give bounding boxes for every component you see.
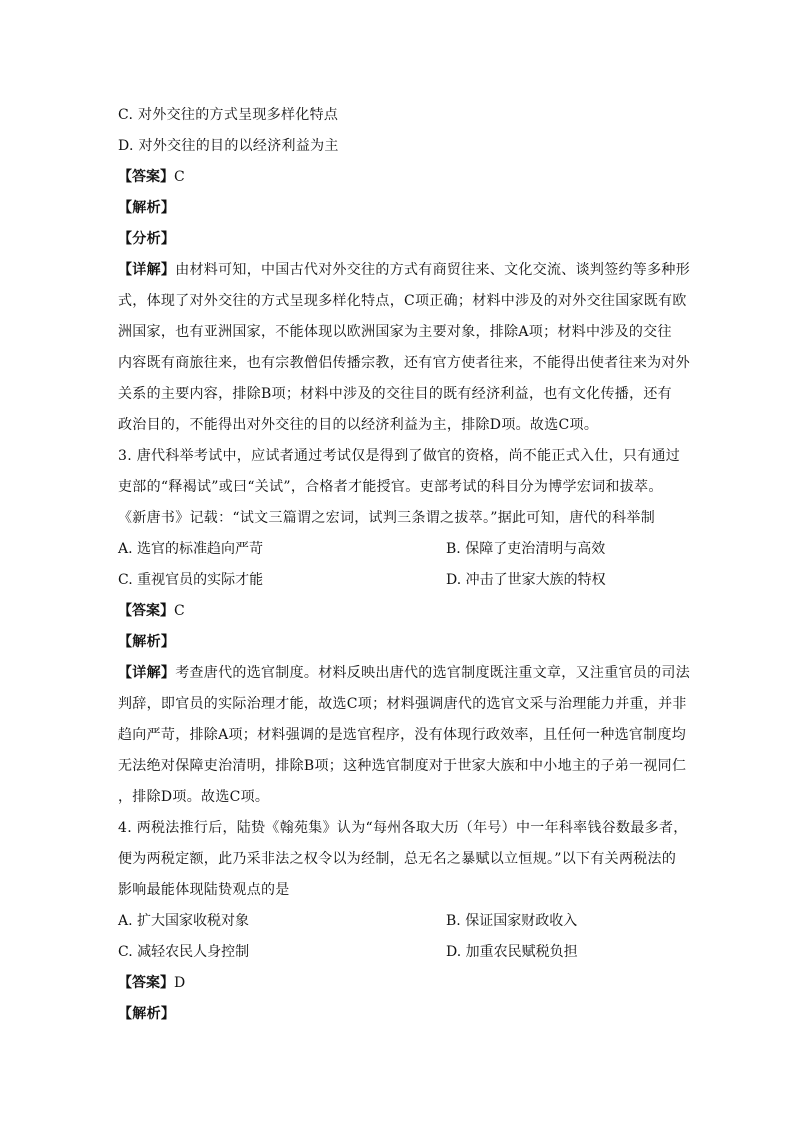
answer-value: D — [174, 975, 186, 991]
q3-answer — [118, 596, 678, 627]
detail-line: 政治目的，不能得出对外交往的目的以经济利益为主，排除D项。故选C项。 — [118, 417, 599, 433]
answer-value: C — [174, 603, 185, 619]
detail-line: 趋向严苛，排除A项；材料强调的是选官程序，没有体现行政效率，且任何一种选官制度均 — [118, 727, 687, 743]
detail-line: 无法绝对保障吏治清明，排除B项；这种选官制度对于世家大族和中小地主的子弟一视同仁 — [118, 758, 687, 774]
option-c: C. 减轻农民人身控制 — [118, 944, 250, 960]
exam-page — [118, 100, 691, 1030]
q2-option-c: C. 对外交往的方式呈现多样化特点 — [118, 107, 339, 123]
detail-line: ，排除D项。故选C项。 — [118, 789, 270, 805]
answer-tag: 【答案】 — [118, 975, 174, 991]
q3-detail — [118, 658, 691, 813]
detail-line: 【详解】由材料可知，中国古代对外交往的方式有商贸往来、文化交流、谈判签约等多种形 — [118, 262, 691, 278]
detail-tag: 【详解】 — [118, 665, 176, 681]
q2-fenxi-tag: 【分析】 — [118, 231, 176, 247]
q3-options-row-1 — [118, 534, 678, 565]
detail-line: 洲国家，也有亚洲国家，不能体现以欧洲国家为主要对象，排除A项；材料中涉及的交往 — [118, 324, 672, 340]
q4-options-row-1 — [118, 906, 678, 937]
detail-line: 判辞，即官员的实际治理才能，故选C项；材料强调唐代的选官文采与治理能力并重，并非 — [118, 696, 687, 712]
answer-value: C — [174, 169, 185, 185]
detail-line: 内容既有商旅往来，也有宗教僧侣传播宗教，还有官方使者往来，不能得出使者往来为对外 — [118, 355, 690, 371]
detail-line: 式，体现了对外交往的方式呈现多样化特点，C项正确；材料中涉及的对外交往国家既有欧 — [118, 293, 687, 309]
detail-line: 【详解】考查唐代的选官制度。材料反映出唐代的选官制度既注重文章，又注重官员的司法 — [118, 665, 691, 681]
stem-line: 4. 两税法推行后，陆贽《翰苑集》认为“每州各取大历（年号）中一年科率钱谷数最多者， — [118, 820, 688, 836]
detail-tag: 【详解】 — [118, 262, 176, 278]
stem-line: 吏部的“释褐试”或曰“关试”，合格者才能授官。吏部考试的科目分为博学宏词和拔萃。 — [118, 479, 663, 495]
option-d: D. 加重农民赋税负担 — [446, 944, 578, 960]
q2-analysis-tag: 【解析】 — [118, 200, 176, 216]
stem-line: 便为两税定额，此乃采非法之权令以为经制，总无名之暴赋以立恒规。”以下有关两税法的 — [118, 851, 677, 867]
answer-tag: 【答案】 — [118, 169, 174, 185]
option-a: A. 扩大国家收税对象 — [118, 913, 250, 929]
option-b: B. 保障了吏治清明与高效 — [446, 541, 606, 557]
stem-line: 《新唐书》记载：“试文三篇谓之宏词，试判三条谓之拔萃。”据此可知，唐代的科举制 — [118, 510, 656, 526]
q3-analysis-tag: 【解析】 — [118, 634, 176, 650]
q4-answer — [118, 968, 678, 999]
answer-tag: 【答案】 — [118, 603, 174, 619]
q2-option-d: D. 对外交往的目的以经济利益为主 — [118, 138, 339, 154]
detail-line: 关系的主要内容，排除B项；材料中涉及的交往目的既有经济利益，也有文化传播，还有 — [118, 386, 672, 402]
stem-line: 影响最能体现陆贽观点的是 — [118, 882, 290, 898]
q4-options-row-2 — [118, 937, 678, 968]
q2-detail — [118, 255, 691, 441]
option-c: C. 重视官员的实际才能 — [118, 572, 264, 588]
q2-answer — [118, 162, 678, 193]
q3-stem — [118, 441, 681, 534]
option-d: D. 冲击了世家大族的特权 — [446, 572, 606, 588]
option-a: A. 选官的标准趋向严苛 — [118, 541, 264, 557]
q4-stem — [118, 813, 688, 906]
option-b: B. 保证国家财政收入 — [446, 913, 578, 929]
stem-line: 3. 唐代科举考试中，应试者通过考试仅是得到了做官的资格，尚不能正式入仕，只有通过 — [118, 448, 681, 464]
q3-options-row-2 — [118, 565, 678, 596]
q4-analysis-tag: 【解析】 — [118, 1006, 176, 1022]
